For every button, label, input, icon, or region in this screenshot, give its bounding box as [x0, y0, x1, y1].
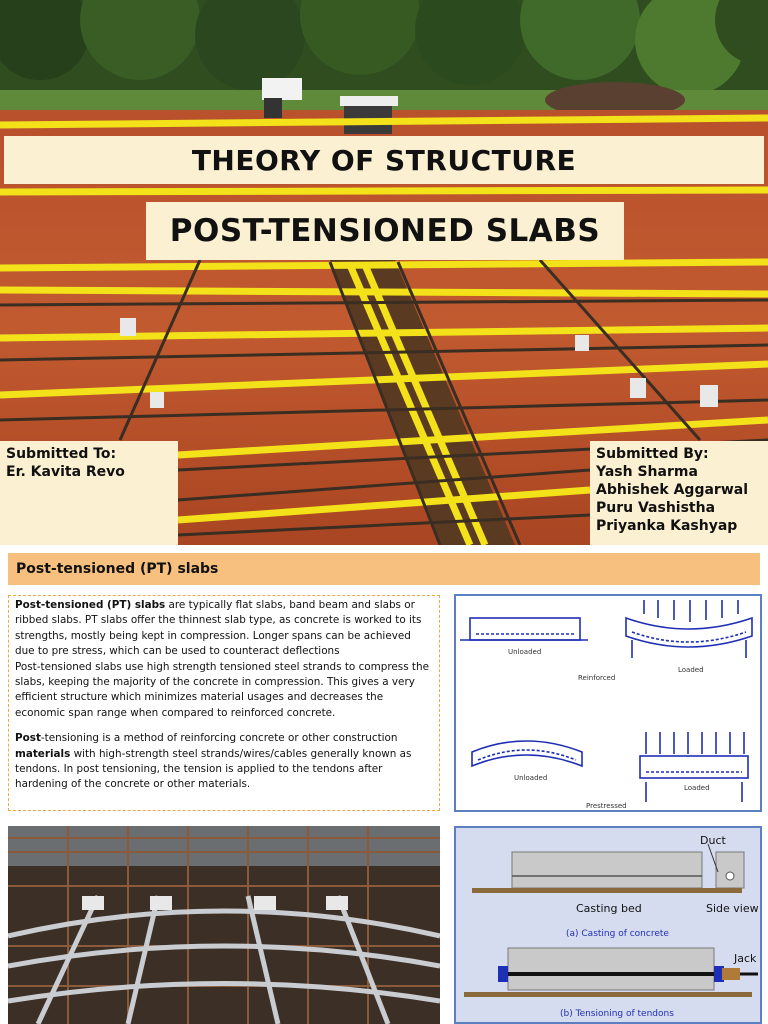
- label-casting-bed: Casting bed: [576, 902, 642, 915]
- caption-casting: (a) Casting of concrete: [566, 929, 669, 939]
- label-loaded: Loaded: [684, 784, 710, 792]
- side-view-section: [716, 852, 744, 888]
- label-unloaded: Unloaded: [514, 774, 548, 782]
- slab-loaded-reinforced: [626, 618, 752, 647]
- submitter-name: Priyanka Kashyap: [596, 518, 738, 534]
- bold-term: materials: [15, 747, 71, 760]
- concrete-beam-casting: [512, 852, 702, 888]
- presentation-title: THEORY OF STRUCTURE: [191, 143, 577, 177]
- caption-tensioning: (b) Tensioning of tendons: [560, 1009, 674, 1019]
- casting-tensioning-diagram: [454, 826, 762, 1024]
- presentation-subtitle: POST-TENSIONED SLABS: [169, 213, 601, 249]
- submitted-to-name: Er. Kavita Revo: [6, 464, 125, 480]
- slab-unloaded-prestressed: [472, 741, 582, 766]
- slab-unloaded-reinforced: [470, 618, 580, 640]
- tendon-anchorage-photo: [8, 826, 440, 1024]
- slab-loaded-prestressed: [640, 756, 748, 778]
- load-arrows: [646, 732, 744, 754]
- submitted-to-heading: Submitted To:: [6, 446, 117, 462]
- deflection-diagram: [454, 594, 762, 812]
- paragraph-strands: Post-tensioned slabs use high strength tensioned steel strands to compress the slabs, keeping the majority of the concrete in compression. This gives a very efficient structure which minimizes material usages and decreases the economic span range when compared to reinforced concrete.: [15, 660, 429, 719]
- jack: [722, 968, 740, 980]
- paragraph-post-tensioning: Post-tensioning is a method of reinforcing concrete or other construction materials with high-strength steel strands/wires/cables generally known as tendons. In post tensioning, the tension is applied to the tendons after hardening of the concrete or other materials.: [15, 732, 412, 791]
- bold-term: Post-tensioned (PT) slabs: [15, 599, 166, 611]
- section-header: [8, 553, 760, 585]
- label-side-view: Side view: [706, 902, 759, 915]
- label-reinforced: Reinforced: [578, 674, 616, 682]
- label-loaded: Loaded: [678, 666, 704, 674]
- title-banner: [4, 136, 764, 184]
- load-arrows: [644, 600, 738, 622]
- tendon-photo-image: [8, 826, 440, 1024]
- paragraph-pt-slabs: Post-tensioned (PT) slabs are typically flat slabs, band beam and slabs or ribbed slabs. PT slabs offer the thinnest slab type, as concrete is worked to its strengths, mostly being kept in compression. Longer spans can be achieved due to pre stress, which can be used to counteract deflections: [15, 599, 422, 658]
- submitted-by-box: [590, 441, 768, 545]
- label-prestressed: Prestressed: [586, 802, 627, 810]
- submitted-to-box: [0, 441, 178, 545]
- submitter-name: Yash Sharma: [596, 464, 698, 480]
- subtitle-banner: [146, 202, 624, 260]
- section-title: Post-tensioned (PT) slabs: [16, 561, 219, 577]
- submitter-name: Puru Vashistha: [596, 500, 716, 516]
- bold-term: Post: [15, 732, 41, 745]
- submitter-name: Abhishek Aggarwal: [596, 482, 749, 498]
- description-box: [8, 595, 440, 811]
- label-jack: Jack: [734, 952, 757, 965]
- submitted-by-heading: Submitted By:: [596, 446, 709, 462]
- label-duct: Duct: [700, 834, 726, 847]
- concrete-beam-tensioning: [508, 948, 714, 990]
- casting-bed: [472, 888, 742, 893]
- label-unloaded: Unloaded: [508, 648, 542, 656]
